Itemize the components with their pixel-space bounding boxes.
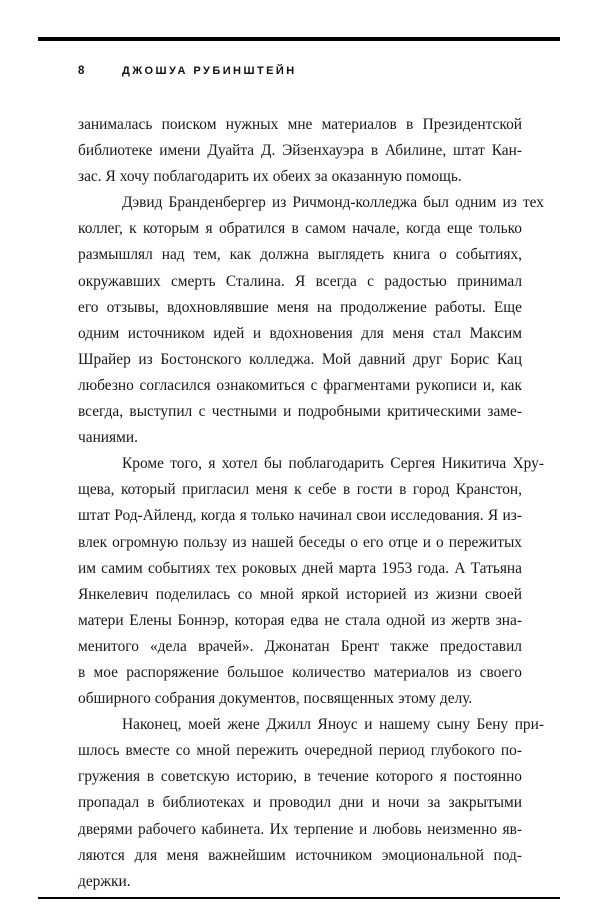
text-line: в мое распоряжение большое количество материалов из своего [78,663,522,681]
running-head [78,65,521,83]
text-line: всегда, выступил с честными и подробными критическими заме- [78,403,522,421]
text-line: влек огромную пользу из нашей беседы о его отце и о пережитых [78,533,522,551]
text-line: обширного собрания документов, посвященных этому делу. [78,690,473,708]
header-rule [38,37,560,41]
text-line: его отзывы, вдохновлявшие меня на продолжение работы. Еще [78,298,522,316]
text-line: одним источником идей и вдохновения для меня стал Максим [78,324,522,342]
text-line: коллег, к которым я обратился в самом начале, когда еще только [78,220,522,238]
paragraph [78,112,522,190]
text-line: пропадал в библиотеках и проводил дни и ночи за закрытыми [78,794,522,812]
text-line: Кроме того, я хотел бы поблагодарить Сергея Никитича Хру- [122,455,544,473]
text-line: занималась поиском нужных мне материалов в Президентской [78,116,522,133]
text-line: размышлял над тем, как должна выглядеть книга о событиях, [78,246,522,264]
text-line: Наконец, моей жене Джилл Яноус и нашему сыну Бену при- [122,716,544,734]
text-line: шлось вместе со мной пережить очередной период глубокого по- [78,742,522,760]
running-head-author: ДЖОШУА РУБИНШТЕЙН [122,65,297,77]
paragraph [78,190,544,451]
text-line: менитого «дела врачей». Джонатан Брент также предоставил [78,637,522,655]
text-line: дверями рабочего кабинета. Их терпение и любовь неизменно яв- [78,820,522,838]
text-line: библиотеке имени Дуайта Д. Эйзенхауэра в Абилине, штат Кан- [78,142,522,160]
text-line: гружения в советскую историю, в течение которого я постоянно [78,768,522,786]
text-line: любезно согласился ознакомиться с фрагментами рукописи и, как [78,376,522,394]
text-line: чаниями. [78,429,138,447]
text-line: Шрайер из Бостонского колледжа. Мой давний друг Борис Кац [78,350,522,368]
paragraph [78,712,544,895]
text-line: зас. Я хочу поблагодарить их обеих за оказанную помощь. [78,168,462,186]
text-line: окружавших смерть Сталина. Я всегда с радостью принимал [78,272,522,290]
paragraph [78,451,544,712]
body-text [78,112,544,895]
text-line: матери Елены Боннэр, которая едва не стала одной из жертв зна- [78,611,522,629]
text-line: ляются для меня важнейшим источником эмоциональной под- [78,846,522,864]
text-line: держки. [78,872,131,890]
text-line: штат Род-Айленд, когда я только начинал свои исследования. Я из- [78,507,522,525]
text-line: щева, который пригласил меня к себе в гости в город Кранстон, [78,481,522,499]
text-line: им самим событиях тех роковых дней марта 1953 года. А Татьяна [78,559,522,577]
page-number: 8 [78,65,85,77]
footer-rule [38,897,560,899]
text-line: Янкелевич поделилась со мной яркой историей из жизни своей [78,585,522,603]
text-line: Дэвид Бранденбергер из Ричмонд-колледжа был одним из тех [122,194,544,212]
